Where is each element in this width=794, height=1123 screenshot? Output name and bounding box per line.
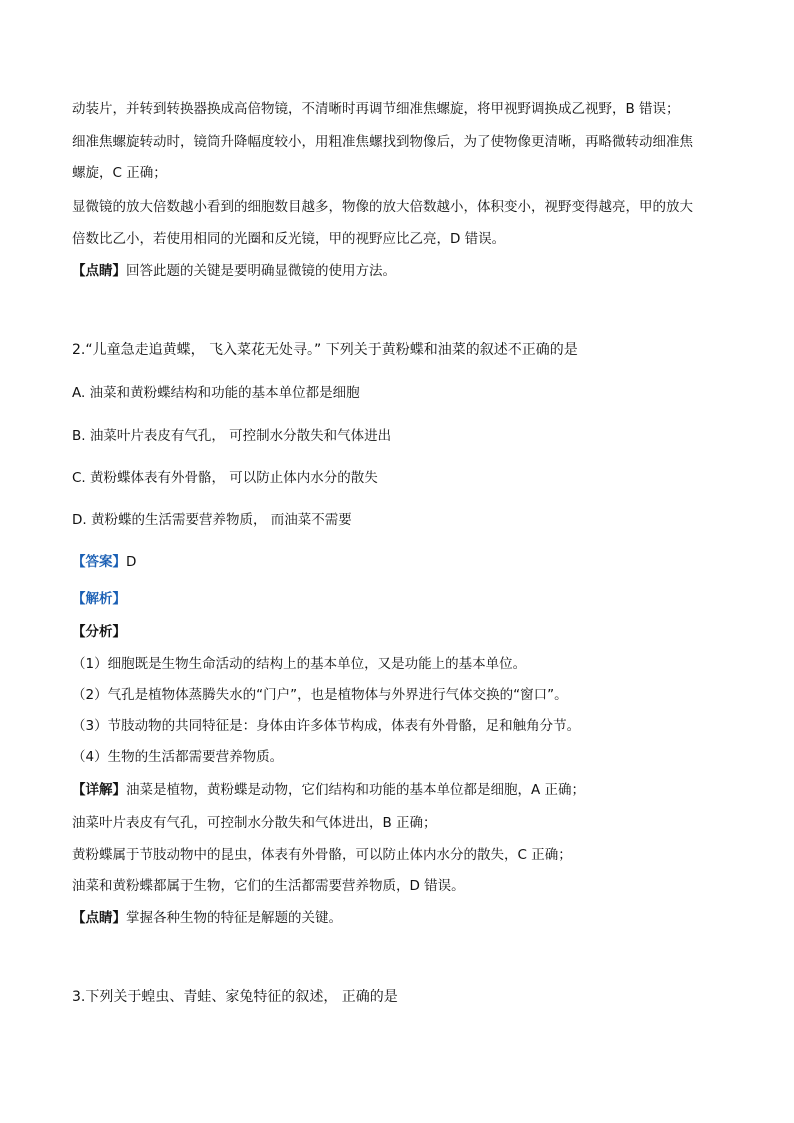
prev-answer-line-2: 细准焦螺旋转动时，镜筒升降幅度较小，用粗准焦螺找到物像后，为了使物像更清晰，再略微转动细准焦 [72,134,693,150]
comment-text: 回答此题的关键是要明确显微镜的使用方法。 [126,263,396,279]
question-3-title: 3.下列关于蝗虫、青蛙、家兔特征的叙述， 正确的是 [72,989,398,1005]
question-2-option-b: B. 油菜叶片表皮有气孔， 可控制水分散失和气体进出 [72,428,392,444]
fenxi-point-3: （3）节肢动物的共同特征是：身体由许多体节构成，体表有外骨骼，足和触角分节。 [72,718,581,734]
fenxi-point-2: （2）气孔是植物体蒸腾失水的“门户”，也是植物体与外界进行气体交换的“窗口”。 [72,687,568,703]
question-2-answer [72,553,136,571]
fenxi-heading [72,623,126,641]
fenxi-point-4: （4）生物的生活都需要营养物质。 [72,749,284,765]
analysis-heading [72,590,126,608]
question-2-option-d: D. 黄粉蝶的生活需要营养物质， 而油菜不需要 [72,512,352,528]
question-2-comment [72,909,342,927]
detail-line-3: 黄粉蝶属于节肢动物中的昆虫，体表有外骨骼，可以防止体内水分的散失，C 正确； [72,847,572,863]
fenxi-tag: 【分析】 [72,624,126,640]
comment-tag: 【点睛】 [72,910,126,926]
fenxi-point-1: （1）细胞既是生物生命活动的结构上的基本单位，又是功能上的基本单位。 [72,656,527,672]
detail-line-4: 油菜和黄粉蝶都属于生物，它们的生活都需要营养物质，D 错误。 [72,878,465,894]
detail-line-2: 油菜叶片表皮有气孔，可控制水分散失和气体进出，B 正确； [72,815,437,831]
prev-answer-line-4: 显微镜的放大倍数越小看到的细胞数目越多，物像的放大倍数越小，体积变小，视野变得越亮，甲的放大 [72,199,693,215]
answer-value: D [126,554,137,570]
detail-first-line [72,781,585,799]
prev-answer-line-1: 动装片，并转到转换器换成高倍物镜，不清晰时再调节细准焦螺旋，将甲视野调换成乙视野，B 错误； [72,101,680,117]
comment-tag: 【点睛】 [72,263,126,279]
analysis-tag: 【解析】 [72,591,126,607]
prev-answer-line-3: 螺旋，C 正确； [72,165,167,181]
comment-text: 掌握各种生物的特征是解题的关键。 [126,910,342,926]
question-2-option-c: C. 黄粉蝶体表有外骨骼， 可以防止体内水分的散失 [72,470,378,486]
detail-tag: 【详解】 [72,782,126,798]
answer-tag: 【答案】 [72,554,126,570]
detail-first-text: 油菜是植物，黄粉蝶是动物，它们结构和功能的基本单位都是细胞，A 正确； [126,782,586,798]
question-2-option-a: A. 油菜和黄粉蝶结构和功能的基本单位都是细胞 [72,385,360,401]
prev-comment [72,262,396,280]
question-2-title: 2.“儿童急走追黄蝶， 飞入菜花无处寻。” 下列关于黄粉蝶和油菜的叙述不正确的是 [72,342,578,358]
prev-answer-line-5: 倍数比乙小，若使用相同的光圈和反光镜，甲的视野应比乙亮，D 错误。 [72,231,506,247]
